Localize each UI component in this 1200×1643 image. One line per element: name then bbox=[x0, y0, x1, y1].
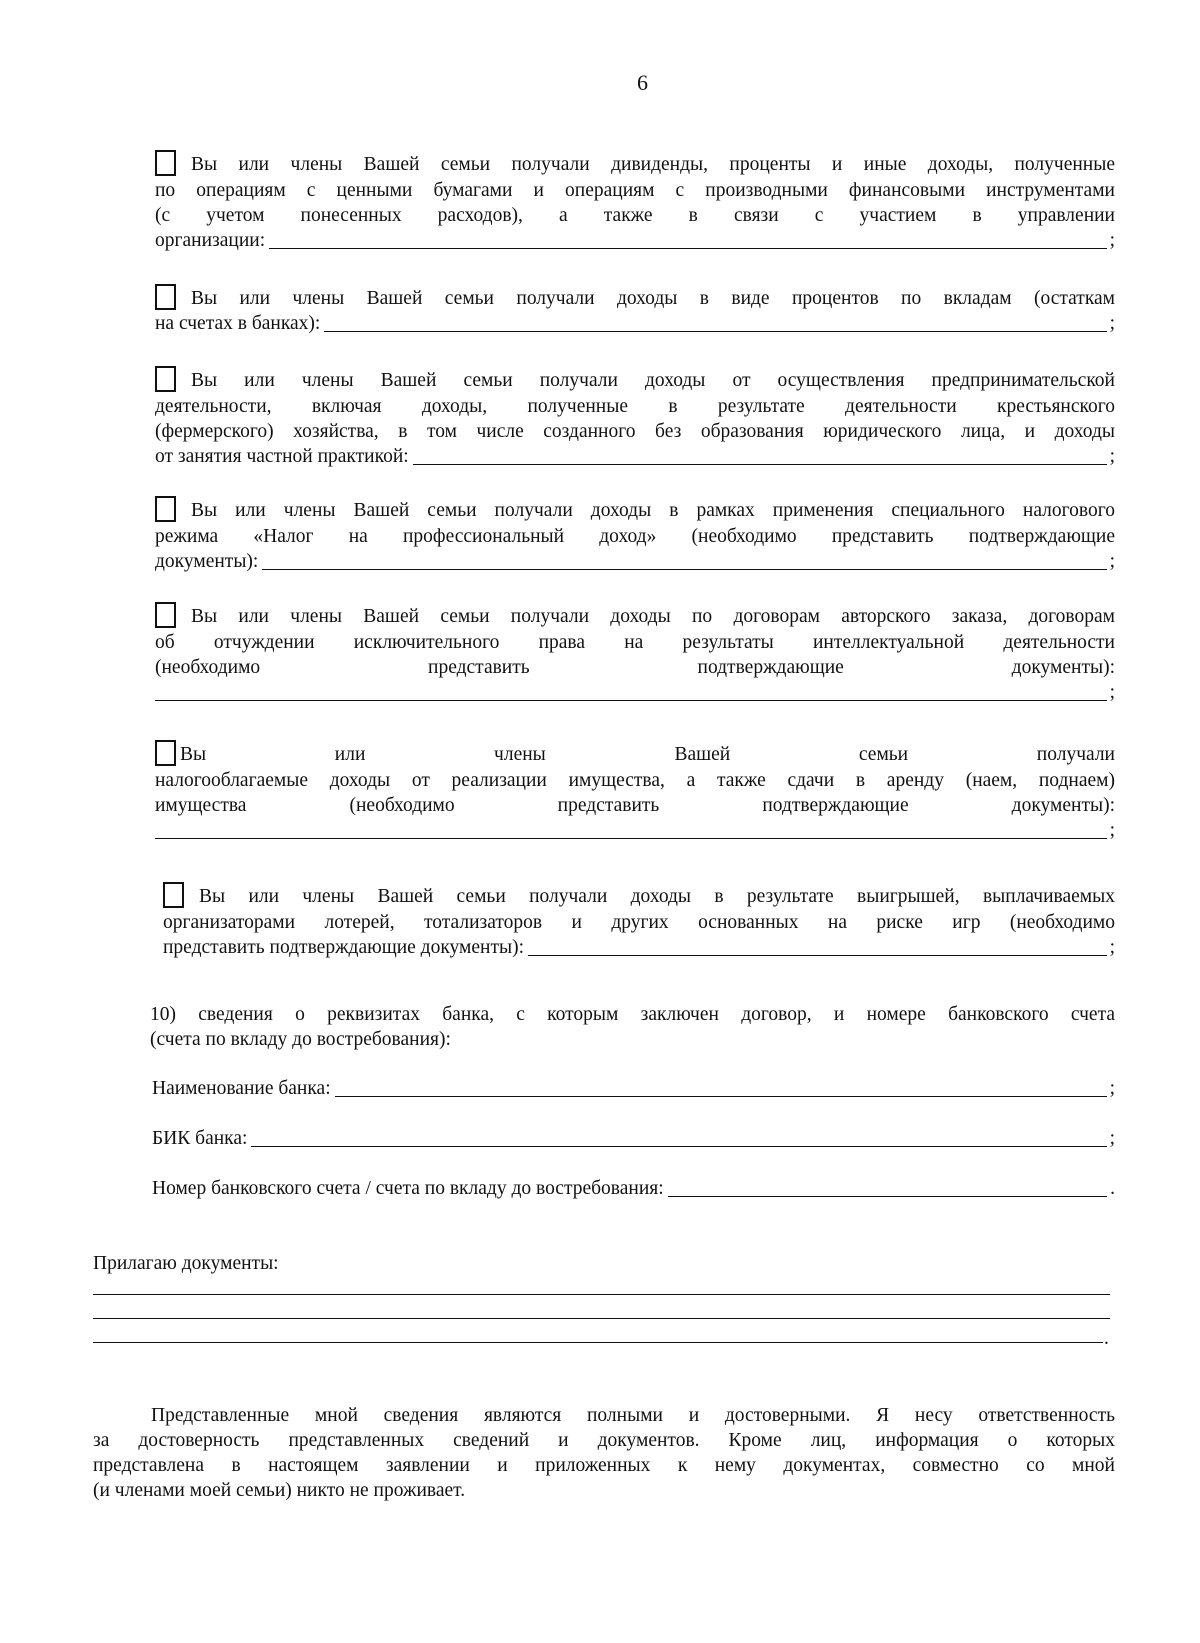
bank-name-row bbox=[152, 1076, 1115, 1101]
declaration-text: представлена в настоящем заявлении и приложенных к нему документах, совместно со мной bbox=[93, 1455, 1115, 1476]
answer-line[interactable] bbox=[155, 681, 1107, 701]
item-text: (фермерского) хозяйства, в том числе созданного без образования юридического лица, и доходы bbox=[155, 421, 1115, 442]
declaration bbox=[93, 1403, 1115, 1503]
attachment-line-2[interactable] bbox=[93, 1318, 1110, 1319]
declaration-text: Представленные мной сведения являются полными и достоверными. Я несу ответственность bbox=[151, 1405, 1115, 1426]
property-answer-line[interactable] bbox=[155, 818, 1115, 843]
attachments-end: . bbox=[1104, 1328, 1109, 1349]
page-number: 6 bbox=[637, 70, 648, 95]
line-end: ; bbox=[1109, 820, 1115, 841]
deposit-interest-checkbox[interactable] bbox=[155, 284, 176, 310]
item-text: Вы или члены Вашей семьи получали дивиденды, проценты и иные доходы, полученные bbox=[191, 154, 1115, 175]
answer-line[interactable] bbox=[324, 312, 1106, 332]
item-text: на счетах в банках): bbox=[155, 313, 321, 334]
attachment-line-3[interactable] bbox=[93, 1342, 1103, 1343]
item-text: Вы или члены Вашей семьи получали доходы в результате выигрышей, выплачиваемых bbox=[199, 886, 1115, 907]
item-text: Вы или члены Вашей семьи получали доходы в виде процентов по вкладам (остаткам bbox=[191, 288, 1115, 309]
item-text: представить подтверждающие документы): bbox=[163, 937, 524, 958]
item-text: организаторами лотерей, тотализаторов и других основанных на риске игр (необходимо bbox=[163, 912, 1115, 933]
attachments-label: Прилагаю документы: bbox=[93, 1253, 279, 1274]
item-text: налогооблагаемые доходы от реализации имущества, а также сдачи в аренду (наем, поднаем) bbox=[155, 770, 1115, 791]
bank-name-field[interactable] bbox=[335, 1077, 1107, 1097]
answer-line[interactable] bbox=[155, 819, 1107, 839]
dividends-checkbox[interactable] bbox=[155, 150, 176, 176]
item-text: деятельности, включая доходы, полученные в результате деятельности крестьянского bbox=[155, 396, 1115, 417]
line-end: ; bbox=[1109, 682, 1115, 703]
lottery-answer-line[interactable] bbox=[163, 935, 1115, 960]
bik-label: БИК банка: bbox=[152, 1128, 248, 1149]
deposit-interest-answer-line[interactable] bbox=[155, 311, 1115, 336]
author-contracts-checkbox[interactable] bbox=[155, 602, 176, 628]
answer-line[interactable] bbox=[528, 936, 1107, 956]
account-label: Номер банковского счета / счета по вкладу до востребования: bbox=[152, 1178, 664, 1199]
item-text: (с учетом понесенных расходов), а также в связи с участием в управлении bbox=[155, 205, 1115, 226]
property-checkbox[interactable] bbox=[155, 740, 176, 766]
attachment-line-1[interactable] bbox=[93, 1294, 1110, 1295]
bank-name-label: Наименование банка: bbox=[152, 1078, 331, 1099]
professional-tax-answer-line[interactable] bbox=[155, 549, 1115, 574]
item-text: организации: bbox=[155, 230, 266, 251]
income-item-business bbox=[155, 366, 1115, 469]
answer-line[interactable] bbox=[262, 550, 1106, 570]
bank-details-section bbox=[150, 1002, 1115, 1052]
answer-line[interactable] bbox=[413, 445, 1107, 465]
declaration-text: (и членами моей семьи) никто не проживает. bbox=[93, 1480, 466, 1501]
item-text: (необходимо представить подтверждающие документы): bbox=[155, 657, 1115, 678]
item-text: об отчуждении исключительного права на результаты интеллектуальной деятельности bbox=[155, 632, 1115, 653]
line-end: ; bbox=[1109, 1128, 1115, 1149]
income-item-dividends bbox=[155, 150, 1115, 253]
author-contracts-answer-line[interactable] bbox=[155, 680, 1115, 705]
declaration-text: за достоверность представленных сведений и документов. Кроме лиц, информация о которых bbox=[93, 1430, 1115, 1451]
income-item-professional-tax bbox=[155, 496, 1115, 574]
bank-intro-text: (счета по вкладу до востребования): bbox=[150, 1029, 451, 1050]
item-text: от занятия частной практикой: bbox=[155, 446, 409, 467]
line-end: ; bbox=[1109, 551, 1115, 572]
bank-intro-text: 10) сведения о реквизитах банка, с которым заключен договор, и номере банковского счета bbox=[150, 1004, 1115, 1025]
line-end: ; bbox=[1109, 313, 1115, 334]
line-end: ; bbox=[1109, 1078, 1115, 1099]
item-text: документы): bbox=[155, 551, 259, 572]
item-text: Вы или члены Вашей семьи получали доходы по договорам авторского заказа, договорам bbox=[191, 606, 1115, 627]
lottery-checkbox[interactable] bbox=[163, 882, 184, 908]
line-end: . bbox=[1110, 1178, 1115, 1199]
professional-tax-checkbox[interactable] bbox=[155, 496, 176, 522]
item-text: Вы или члены Вашей семьи получали доходы от осуществления предпринимательской bbox=[191, 370, 1115, 391]
business-answer-line[interactable] bbox=[155, 444, 1115, 469]
line-end: ; bbox=[1109, 937, 1115, 958]
dividends-answer-line[interactable] bbox=[155, 228, 1115, 253]
income-item-lottery bbox=[163, 882, 1115, 960]
business-checkbox[interactable] bbox=[155, 366, 176, 392]
income-item-property bbox=[155, 740, 1115, 843]
line-end: ; bbox=[1109, 446, 1115, 467]
account-field[interactable] bbox=[668, 1177, 1107, 1197]
account-row bbox=[152, 1176, 1115, 1201]
answer-line[interactable] bbox=[269, 229, 1106, 249]
income-item-author-contracts bbox=[155, 602, 1115, 705]
bik-field[interactable] bbox=[251, 1127, 1106, 1147]
item-text: Вы или члены Вашей семьи получали доходы в рамках применения специального налогового bbox=[191, 500, 1115, 521]
line-end: ; bbox=[1109, 230, 1115, 251]
item-text: по операциям с ценными бумагами и операциям с производными финансовыми инструментами bbox=[155, 180, 1115, 201]
bik-row bbox=[152, 1126, 1115, 1151]
item-text: режима «Налог на профессиональный доход» (необходимо представить подтверждающие bbox=[155, 526, 1115, 547]
item-text: имущества (необходимо представить подтверждающие документы): bbox=[155, 795, 1115, 816]
income-item-deposit-interest bbox=[155, 284, 1115, 336]
item-text: Вы или члены Вашей семьи получали bbox=[180, 744, 1115, 765]
